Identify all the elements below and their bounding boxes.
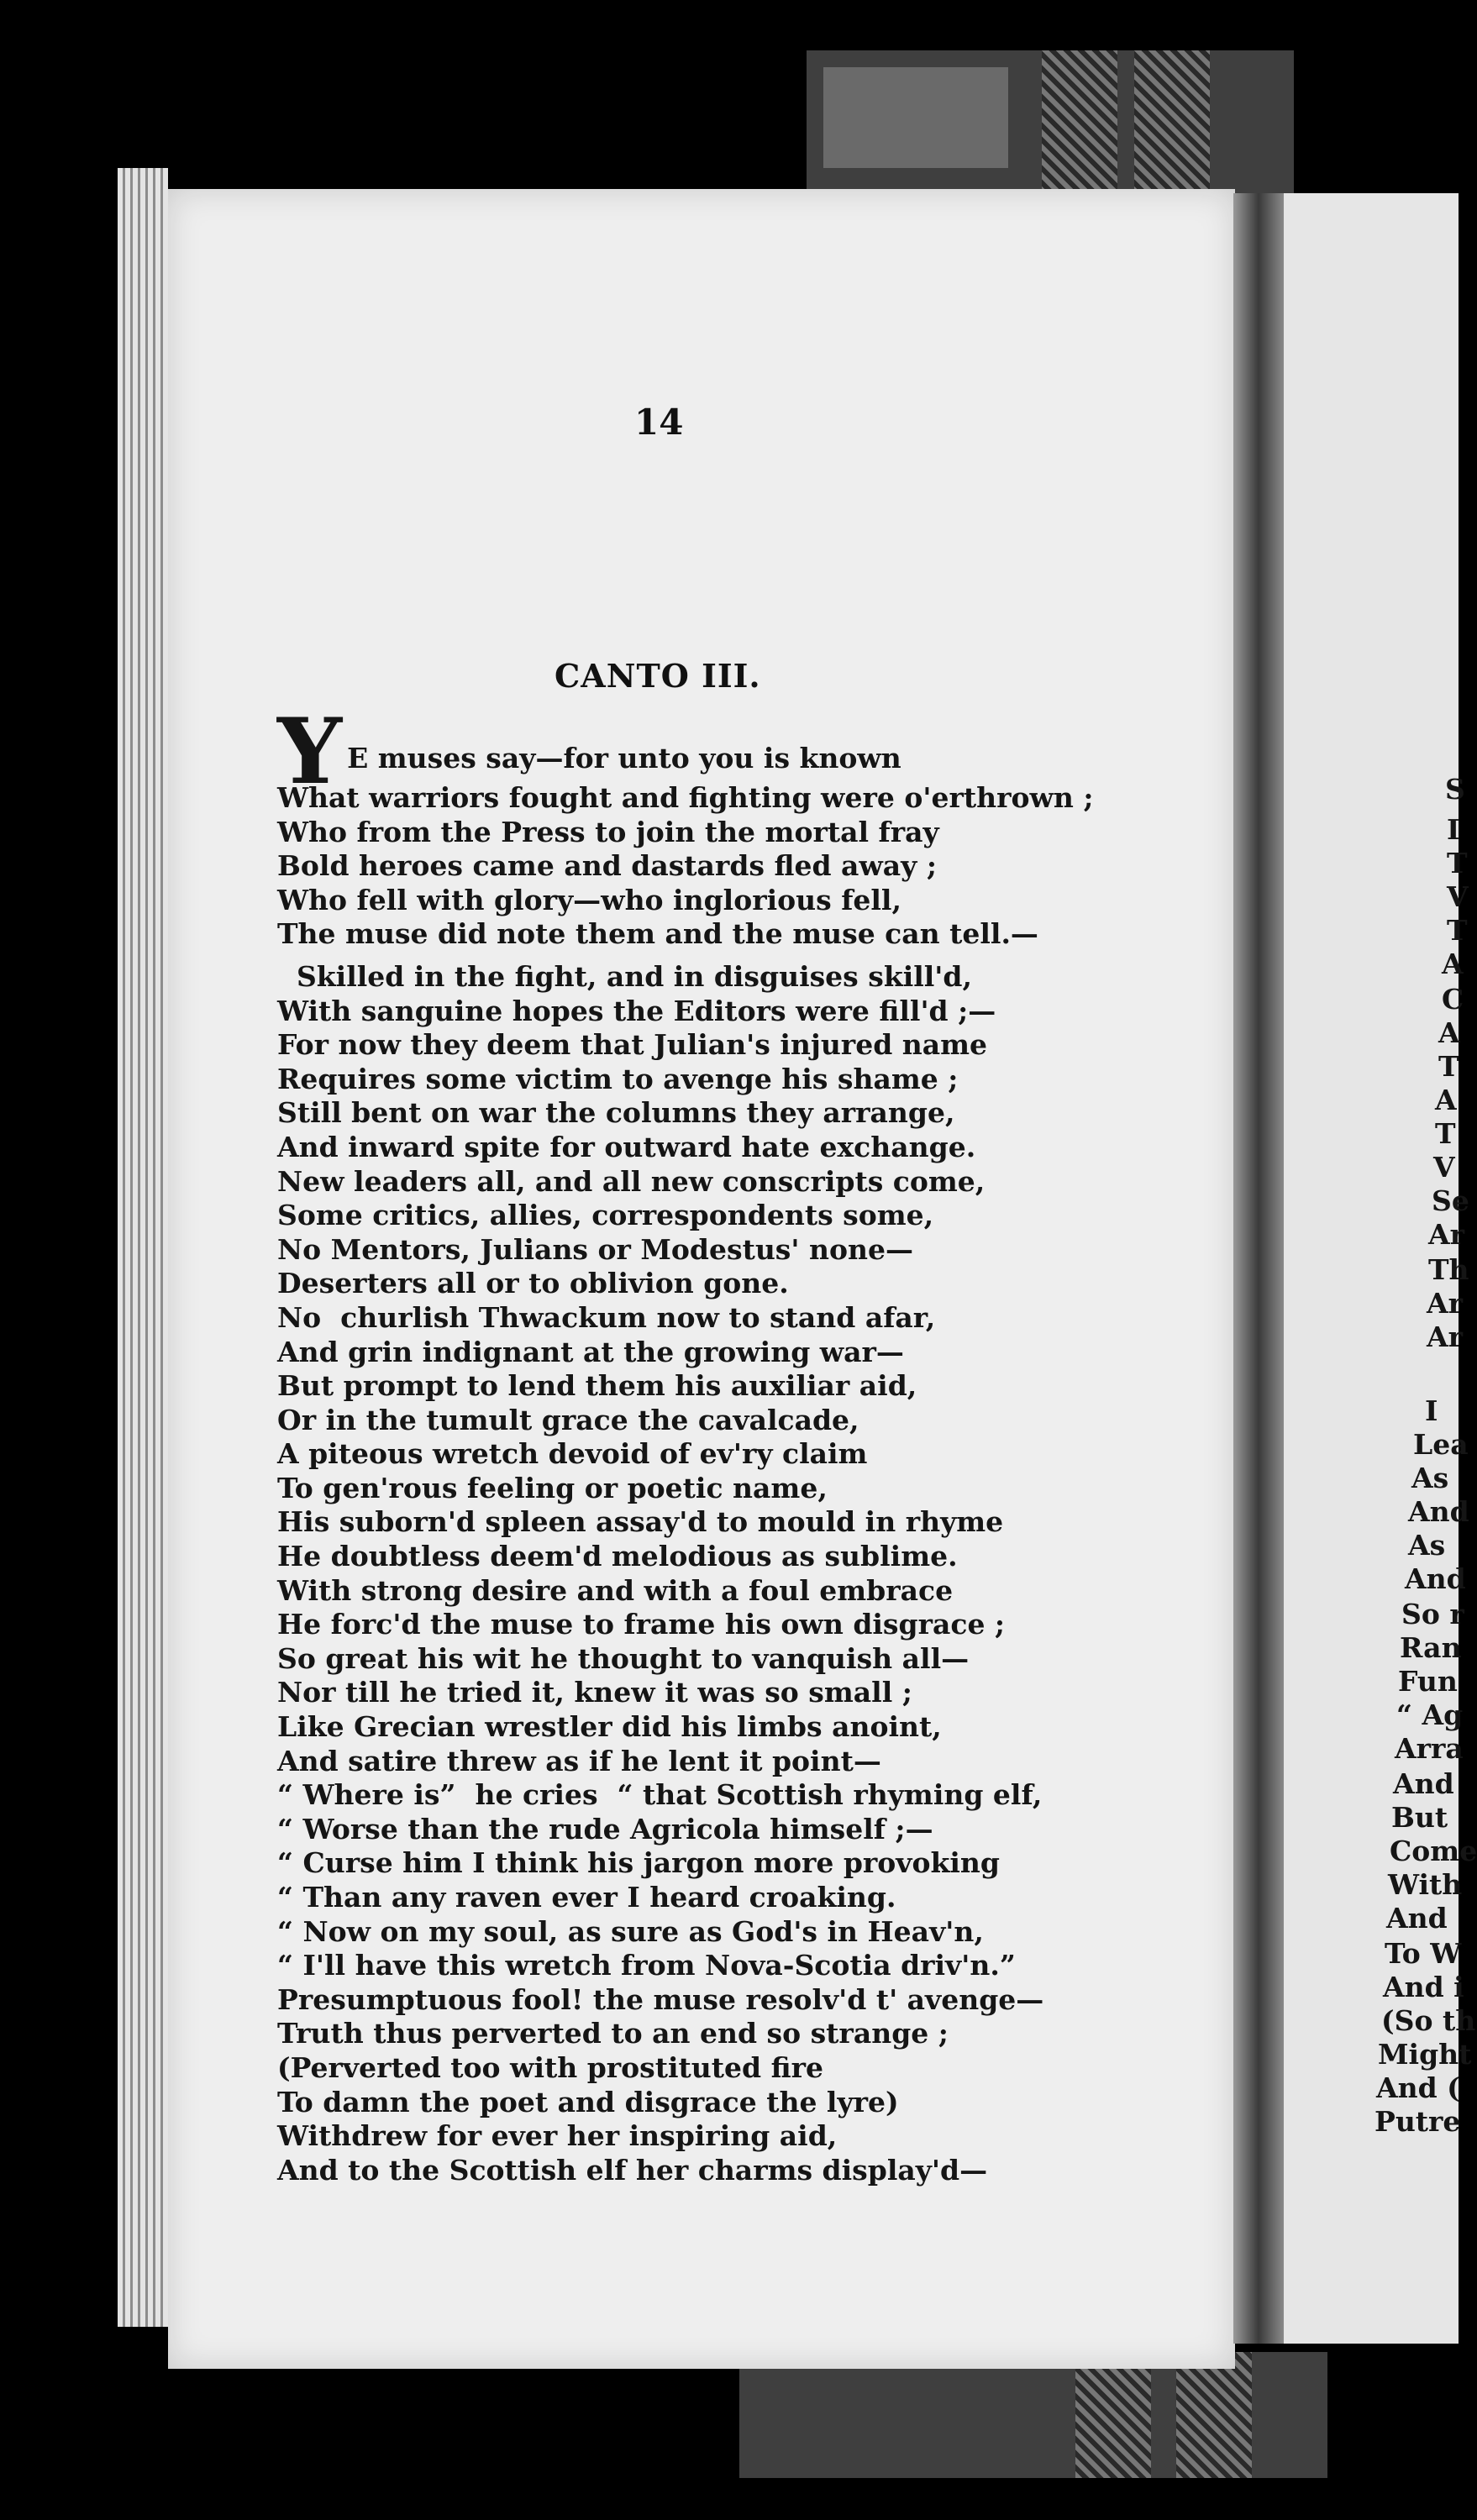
facing-page-fragment: Lea (1413, 1428, 1469, 1461)
poem-line: With sanguine hopes the Editors were fill'd ;— (277, 994, 996, 1027)
poem-line: His suborn'd spleen assay'd to mould in rhyme (277, 1505, 1004, 1539)
poem-line: And grin indignant at the growing war— (277, 1335, 904, 1368)
facing-page-fragment: So r (1401, 1598, 1464, 1630)
facing-page-fragment: To W (1385, 1937, 1462, 1970)
poem-line: For now they deem that Julian's injured name (277, 1028, 988, 1062)
poem-line: What warriors fought and fighting were o'erthrown ; (277, 781, 1094, 814)
facing-page-fragment: A (1435, 1084, 1457, 1116)
poem-line: Nor till he tried it, knew it was so small ; (277, 1676, 912, 1709)
facing-page-fragment: Th (1428, 1253, 1469, 1286)
facing-page-fragment: Ar (1428, 1218, 1464, 1251)
facing-page-fragment: V (1447, 880, 1469, 913)
facing-page-fragment: T (1447, 914, 1468, 947)
facing-page-fragment: A (1438, 1016, 1460, 1049)
facing-page-fragment: Come (1390, 1835, 1477, 1867)
facing-page-fragment: Fun (1398, 1665, 1458, 1698)
drop-cap: Y (277, 699, 343, 805)
poem-line: No churlish Thwackum now to stand afar, (277, 1300, 936, 1334)
poem-line: “ Where is” he cries “ that Scottish rhyming elf, (277, 1778, 1043, 1812)
poem-line: Skilled in the fight, and in disguises skill'd, (277, 959, 972, 993)
facing-page-fragment: T (1447, 847, 1468, 879)
page-edges (118, 168, 168, 2327)
poem-line: And to the Scottish elf her charms display'd— (277, 2153, 988, 2187)
facing-page-fragment: I (1447, 813, 1460, 846)
facing-page-fragment: As (1408, 1529, 1446, 1562)
poem-line: To gen'rous feeling or poetic name, (277, 1471, 828, 1504)
facing-page-fragment: Se (1432, 1184, 1469, 1217)
poem-line: No Mentors, Julians or Modestus' none— (277, 1232, 913, 1266)
facing-page-fragment: And (1408, 1495, 1469, 1528)
facing-page-fragment: And (1386, 1902, 1448, 1935)
facing-page-fragment: Ar (1427, 1320, 1463, 1353)
facing-page-fragment: With (1388, 1868, 1463, 1901)
stanza-one (277, 699, 1218, 952)
poem-line: “ I'll have this wretch from Nova-Scotia driv'n.” (277, 1949, 1016, 1982)
facing-page-fragment: But (1391, 1801, 1448, 1834)
poem-line: Withdrew for ever her inspiring aid, (277, 2119, 838, 2153)
poem-line: Requires some victim to avenge his shame ; (277, 1062, 959, 1095)
poem-line: So great his wit he thought to vanquish all— (277, 1641, 970, 1675)
poem-line: Truth thus perverted to an end so strange ; (277, 2017, 949, 2050)
facing-page-fragment: Putre (1375, 2105, 1461, 2138)
poem-line: Who fell with glory—who inglorious fell, (277, 883, 901, 916)
poem-line: “ Than any raven ever I heard croaking. (277, 1881, 896, 1914)
poem-line: He doubtless deem'd melodious as sublime. (277, 1540, 958, 1573)
binder-clip-bottom (739, 2352, 1327, 2478)
facing-page-fragment: “ Ag (1396, 1698, 1464, 1731)
facing-page-fragment: T (1438, 1050, 1459, 1083)
facing-page-fragment: And (1393, 1767, 1454, 1800)
page-number: 14 (634, 402, 684, 443)
facing-page-fragment: V (1433, 1151, 1455, 1184)
poem-line: “ Now on my soul, as sure as God's in Heav'n, (277, 1914, 984, 1948)
binder-clip-top (807, 50, 1294, 193)
poem-line: With strong desire and with a foul embrace (277, 1573, 954, 1607)
facing-page-fragment: Ar (1427, 1287, 1463, 1320)
poem-line: He forc'd the muse to frame his own disgrace ; (277, 1608, 1006, 1641)
poem-line: But prompt to lend them his auxiliar aid, (277, 1369, 917, 1403)
poem-line: Still bent on war the columns they arrange, (277, 1096, 955, 1130)
facing-page-fragment: S (1445, 773, 1465, 806)
poem-line: A piteous wretch devoid of ev'ry claim (277, 1437, 868, 1471)
poem-line: “ Curse him I think his jargon more provoking (277, 1846, 1000, 1880)
facing-page-fragment: As (1411, 1462, 1449, 1494)
poem-line: To damn the poet and disgrace the lyre) (277, 2085, 899, 2118)
facing-page-fragment: (So th (1381, 2004, 1476, 2037)
poem-line: Some critics, allies, correspondents some, (277, 1199, 934, 1232)
facing-page-fragment: T (1435, 1117, 1456, 1150)
poem-line: Deserters all or to oblivion gone. (277, 1267, 789, 1300)
facing-page-fragment: And (1405, 1562, 1466, 1595)
poem-line-text: E muses say—for unto you is known (347, 742, 901, 774)
poem-line: The muse did note them and the muse can tell.— (277, 917, 1038, 951)
facing-page-fragment: Ran (1400, 1631, 1462, 1664)
facing-page-fragment: And i (1383, 1971, 1464, 2003)
facing-page-fragment: And ( (1376, 2071, 1460, 2104)
poem-line: Bold heroes came and dastards fled away ; (277, 849, 938, 883)
poem-line: Like Grecian wrestler did his limbs anoint, (277, 1710, 942, 1744)
poem-line: And inward spite for outward hate exchange. (277, 1130, 976, 1163)
poem-line: Presumptuous fool! the muse resolv'd t' avenge— (277, 1982, 1044, 2016)
poem-line: (Perverted too with prostituted fire (277, 2050, 823, 2084)
facing-page-fragment: A (1442, 948, 1464, 980)
poem-line: Who from the Press to join the mortal fray (277, 815, 939, 848)
facing-page-fragment: I (1425, 1394, 1438, 1427)
stanza-two (277, 960, 1218, 2187)
facing-page-fragment: Might (1378, 2038, 1472, 2071)
poem-line: And satire threw as if he lent it point— (277, 1744, 881, 1777)
poem-line: New leaders all, and all new conscripts come, (277, 1164, 986, 1198)
poem-line: Or in the tumult grace the cavalcade, (277, 1403, 859, 1436)
facing-page-fragment: Arra (1395, 1732, 1464, 1765)
book-gutter (1233, 193, 1284, 2344)
poem-line: “ Worse than the rude Agricola himself ;— (277, 1812, 933, 1845)
facing-page-fragment: C (1442, 983, 1464, 1016)
canto-heading: CANTO III. (555, 657, 761, 695)
poem-text (277, 699, 1218, 2187)
